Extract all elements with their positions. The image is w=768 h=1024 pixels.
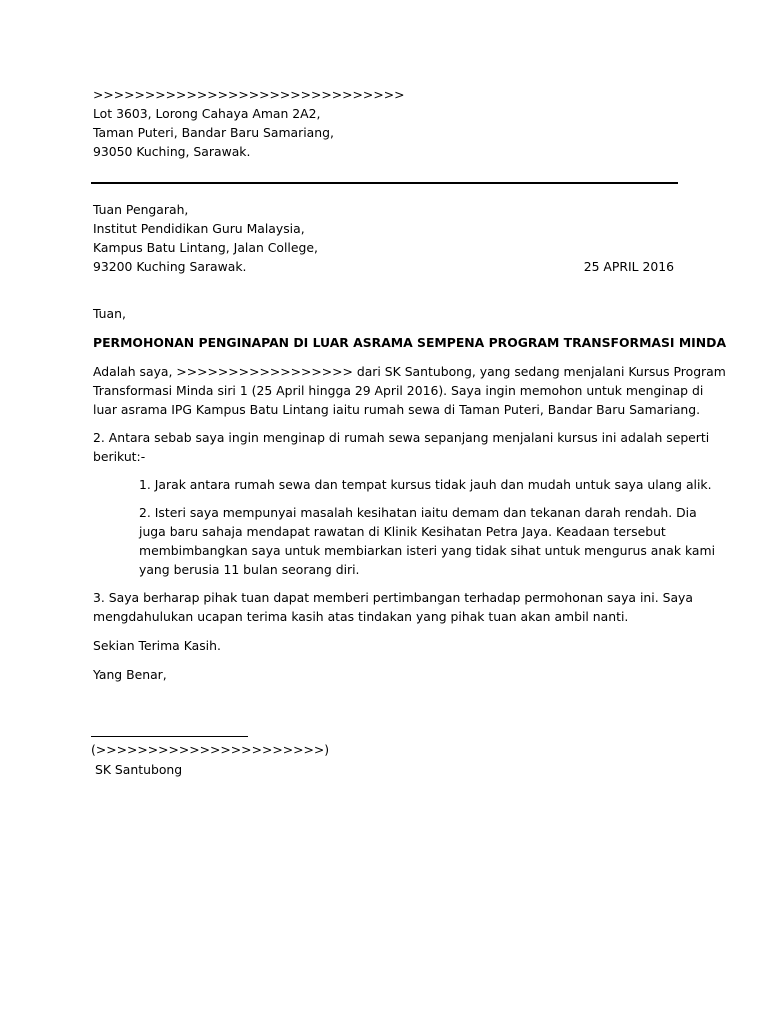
reason1-line1: 1. Jarak antara rumah sewa dan tempat kursus tidak jauh dan mudah untuk saya ulang alik. xyxy=(139,477,712,492)
letter-date: 25 APRIL 2016 xyxy=(583,259,674,274)
para2-line2: berikut:- xyxy=(93,449,146,464)
para3-line1: 3. Saya berharap pihak tuan dapat memberi pertimbangan terhadap permohonan saya ini. Saya xyxy=(93,590,693,605)
para2-line1: 2. Antara sebab saya ingin menginap di rumah sewa sepanjang menjalani kursus ini adalah seperti xyxy=(93,430,710,445)
para1-line2: Transformasi Minda siri 1 (25 April hingga 29 April 2016). Saya ingin memohon untuk menginap di xyxy=(93,383,704,398)
signature-name-placeholder: (>>>>>>>>>>>>>>>>>>>>>>) xyxy=(91,742,330,757)
para1-line3: luar asrama IPG Kampus Batu Lintang iaitu rumah sewa di Taman Puteri, Bandar Baru Samariang. xyxy=(93,402,701,417)
closing-signoff: Yang Benar, xyxy=(93,667,167,682)
letter-subject: PERMOHONAN PENGINAPAN DI LUAR ASRAMA SEMPENA PROGRAM TRANSFORMASI MINDA xyxy=(93,335,727,350)
reason2-line4: yang berusia 11 bulan seorang diri. xyxy=(139,562,360,577)
signature-school: SK Santubong xyxy=(95,762,183,777)
header-divider xyxy=(91,182,678,184)
recipient-line2: Institut Pendidikan Guru Malaysia, xyxy=(93,221,305,236)
sender-address-line3: 93050 Kuching, Sarawak. xyxy=(93,144,251,159)
para1-line1: Adalah saya, >>>>>>>>>>>>>>>>> dari SK Santubong, yang sedang menjalani Kursus Program xyxy=(93,364,726,379)
sender-address-line2: Taman Puteri, Bandar Baru Samariang, xyxy=(93,125,334,140)
recipient-line1: Tuan Pengarah, xyxy=(93,202,189,217)
reason2-line3: membimbangkan saya untuk membiarkan isteri yang tidak sihat untuk mengurus anak kami xyxy=(139,543,716,558)
reason2-line1: 2. Isteri saya mempunyai masalah kesihatan iaitu demam dan tekanan darah rendah. Dia xyxy=(139,505,697,520)
sender-address-line1: Lot 3603, Lorong Cahaya Aman 2A2, xyxy=(93,106,321,121)
signature-line xyxy=(91,736,248,737)
recipient-line3: Kampus Batu Lintang, Jalan College, xyxy=(93,240,318,255)
sender-name-placeholder: >>>>>>>>>>>>>>>>>>>>>>>>>>>>>> xyxy=(93,87,405,102)
closing-thanks: Sekian Terima Kasih. xyxy=(93,638,221,653)
recipient-line4: 93200 Kuching Sarawak. xyxy=(93,259,247,274)
salutation: Tuan, xyxy=(93,306,126,321)
para3-line2: mengdahulukan ucapan terima kasih atas tindakan yang pihak tuan akan ambil nanti. xyxy=(93,609,629,624)
reason2-line2: juga baru sahaja mendapat rawatan di Klinik Kesihatan Petra Jaya. Keadaan tersebut xyxy=(139,524,666,539)
